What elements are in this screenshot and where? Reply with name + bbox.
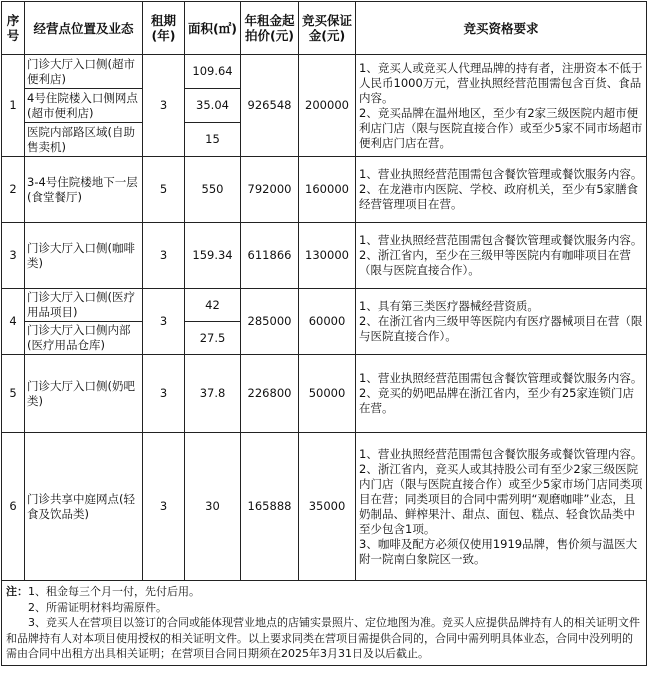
row-area: 42 (185, 289, 241, 322)
row-requirements (356, 433, 647, 581)
row-term: 3 (143, 55, 185, 157)
row-area: 15 (185, 123, 241, 157)
requirement-item: 3、咖啡及配方必须仅使用1919品牌，售价须与温医大附一院南白象院区一致。 (359, 536, 638, 566)
header-requirements: 竞买资格要求 (356, 2, 647, 55)
row-rent: 165888 (241, 433, 299, 581)
note-item: 3、竞买人在营项目以签订的合同或能体现营业地点的店铺实景照片、定位地图为准。竞买人应提供品牌持有人的相关证明文件和品牌持有人对本项目使用授权的相关证明文件。以上要求同类在营项目需提供合同的，合同中需列明具体业态，合同中没列明的需由合同中出租方出具相关证明；在营项目合同日期须在2025年3月31日及以后截止。 (6, 616, 640, 660)
row-location: 4号住院楼入口侧网点(超市便利店) (25, 89, 143, 123)
requirement-item: 2、竞买的奶吧品牌在浙江省内，至少有25家连锁门店在营。 (359, 386, 634, 415)
row-deposit: 200000 (299, 55, 356, 157)
row-seq: 1 (2, 55, 25, 157)
requirement-item: 1、营业执照经营范围需包含餐饮管理或餐饮服务内容。 (359, 371, 643, 385)
row-area: 35.04 (185, 89, 241, 123)
row-location: 3-4号住院楼地下一层(食堂餐厅) (25, 157, 143, 223)
row-seq: 5 (2, 355, 25, 433)
row-area: 30 (185, 433, 241, 581)
header-location: 经营点位置及业态 (25, 2, 143, 55)
header-row (2, 2, 647, 55)
row-location: 门诊大厅入口侧(咖啡类) (25, 223, 143, 289)
row-term: 3 (143, 223, 185, 289)
table-row (2, 223, 647, 289)
row-seq: 6 (2, 433, 25, 581)
note-item: 注：1、租金每三个月一付，先付后用。 (6, 585, 200, 598)
row-rent: 611866 (241, 223, 299, 289)
table-row (2, 55, 647, 89)
requirement-item: 2、竞买品牌在温州地区，至少有2家三级医院内超市便利店门店（限与医院直接合作）或至少5家不同市场超市便利店门店在营。 (359, 105, 643, 150)
row-deposit: 160000 (299, 157, 356, 223)
notes-cell (2, 581, 647, 666)
requirement-item: 1、营业执照经营范围需包含餐饮服务或餐饮管理内容。 (359, 446, 643, 461)
table-row (2, 289, 647, 322)
auction-table (1, 1, 647, 666)
row-requirements (356, 223, 647, 289)
table-row (2, 355, 647, 433)
row-location: 医院内部路区域(自助售卖机) (25, 123, 143, 157)
row-location: 门诊大厅入口侧(医疗用品项目) (25, 289, 143, 322)
row-area: 159.34 (185, 223, 241, 289)
table-row (2, 433, 647, 581)
row-location: 门诊共享中庭网点(轻食及饮品类) (25, 433, 143, 581)
row-deposit: 60000 (299, 289, 356, 355)
row-seq: 2 (2, 157, 25, 223)
row-seq: 4 (2, 289, 25, 355)
row-location: 门诊大厅入口侧(超市便利店) (25, 55, 143, 89)
requirement-item: 2、浙江省内，竞买人或其持股公司有至少2家三级医院内门店（限与医院直接合作）或至少5家市场门店同类项目在营；同类项目的合同中需列明“观磨咖啡”业态，且奶制品、鲜榨果汁、甜点、面包、糕点、轻食饮品类中至少包含1项。 (359, 461, 643, 536)
row-requirements (356, 289, 647, 355)
header-rent: 年租金起拍价(元) (241, 2, 299, 55)
row-area: 109.64 (185, 55, 241, 89)
requirement-item: 1、营业执照经营范围需包含餐饮管理或餐饮服务内容。 (359, 233, 643, 247)
header-area: 面积(㎡) (185, 2, 241, 55)
header-seq: 序号 (2, 2, 25, 55)
row-term: 5 (143, 157, 185, 223)
row-deposit: 35000 (299, 433, 356, 581)
row-location: 门诊大厅入口侧(奶吧类) (25, 355, 143, 433)
requirement-item: 2、在浙江省内三级甲等医院内有医疗器械项目在营（限与医院直接合作）。 (359, 314, 643, 343)
row-deposit: 50000 (299, 355, 356, 433)
row-term: 3 (143, 355, 185, 433)
header-term: 租期(年) (143, 2, 185, 55)
row-requirements (356, 157, 647, 223)
row-deposit: 130000 (299, 223, 356, 289)
row-requirements (356, 55, 647, 157)
requirement-item: 2、浙江省内，至少在三级甲等医院内有咖啡项目在营（限与医院直接合作）。 (359, 248, 631, 277)
row-area: 27.5 (185, 322, 241, 355)
row-rent: 792000 (241, 157, 299, 223)
requirement-item: 1、营业执照经营范围需包含餐饮管理或餐饮服务内容。 (359, 167, 643, 181)
row-rent: 226800 (241, 355, 299, 433)
requirement-item: 1、竞买人或竞买人代理品牌的持有者，注册资本不低于人民币1000万元，营业执照经营范围需包含百货、食品内容。 (359, 60, 643, 105)
requirement-item: 2、在龙港市内医院、学校、政府机关，至少有5家膳食经营管理项目在营。 (359, 182, 639, 211)
row-requirements (356, 355, 647, 433)
row-area: 550 (185, 157, 241, 223)
row-term: 3 (143, 433, 185, 581)
notes-row (2, 581, 647, 666)
table-row (2, 157, 647, 223)
header-deposit: 竞买保证金(元) (299, 2, 356, 55)
row-seq: 3 (2, 223, 25, 289)
row-area: 37.8 (185, 355, 241, 433)
notes-label: 注： (6, 585, 28, 598)
note-item: 2、所需证明材料均需原件。 (28, 600, 167, 614)
requirement-item: 1、具有第三类医疗器械经营资质。 (359, 299, 539, 313)
row-rent: 285000 (241, 289, 299, 355)
row-term: 3 (143, 289, 185, 355)
row-location: 门诊大厅入口侧内部(医疗用品仓库) (25, 322, 143, 355)
row-rent: 926548 (241, 55, 299, 157)
